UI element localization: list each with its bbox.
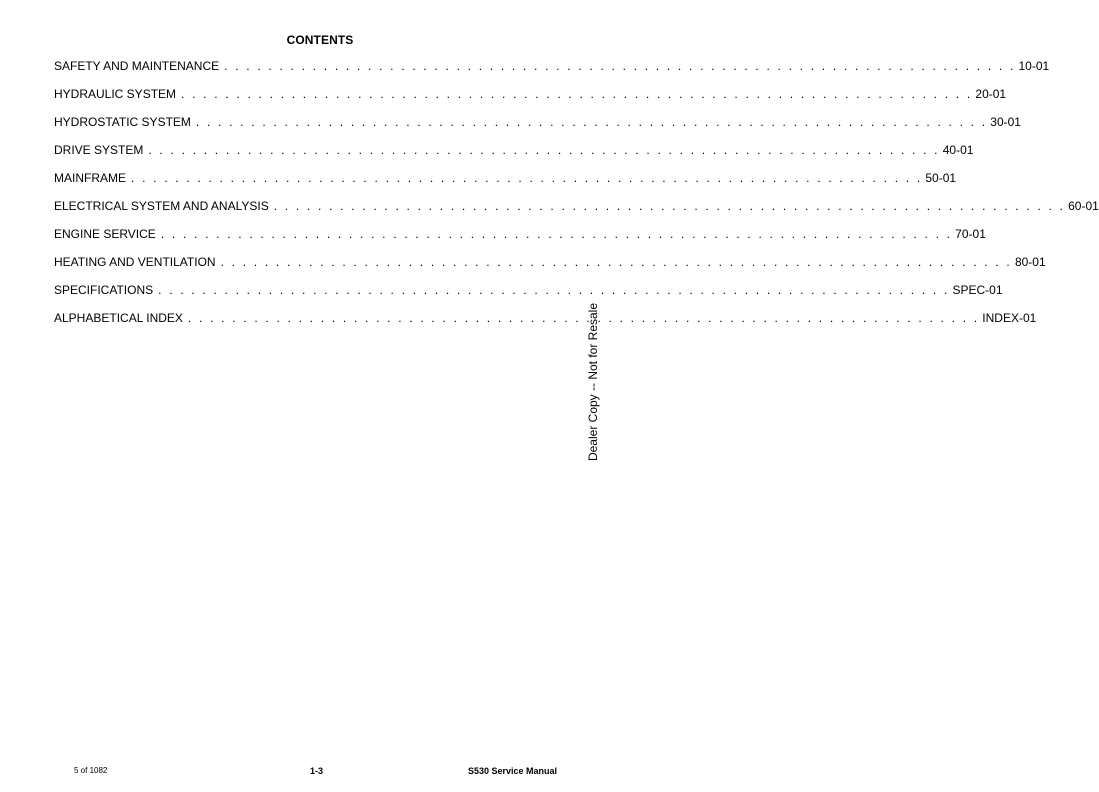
dot-leader: . . . . . . . . . . . . . . . . . . . . . . . . . . . . . . . . . . . . . . . . . . . . . . . . . . . . . . . . . . . . . . . . . . . . . . . . [148, 143, 940, 157]
toc-entry-safety-and-maintenance[interactable] [54, 59, 1050, 87]
toc-entry-page: 40-01 [942, 143, 974, 157]
toc-entry-page: 30-01 [990, 115, 1021, 129]
toc-entry-title: ELECTRICAL SYSTEM AND ANALYSIS [54, 199, 269, 213]
toc-entry-page: 50-01 [925, 171, 957, 185]
dot-leader: . . . . . . . . . . . . . . . . . . . . . . . . . . . . . . . . . . . . . . . . . . . . . . . . . . . . . . . . . . . . . . . . . . . . . . . . [181, 87, 973, 101]
toc-entry-page: 60-01 [1068, 199, 1099, 213]
dot-leader: . . . . . . . . . . . . . . . . . . . . . . . . . . . . . . . . . . . . . . . . . . . . . . . . . . . . . . . . . . . . . . . . . . . . . . . . [224, 59, 1016, 73]
toc-entry-title: SPECIFICATIONS [54, 283, 154, 297]
toc-entry-title: HYDROSTATIC SYSTEM [54, 115, 191, 129]
toc-entry-title: DRIVE SYSTEM [54, 143, 144, 157]
toc-entry-title: ENGINE SERVICE [54, 227, 156, 241]
page-number: 1-3 [310, 766, 324, 776]
toc-entry-engine-service[interactable] [54, 227, 986, 255]
dot-leader: . . . . . . . . . . . . . . . . . . . . . . . . . . . . . . . . . . . . . . . . . . . . . . . . . . . . . . . . . . . . . . . . . . . . . . . . [187, 311, 980, 325]
toc-entry-page: INDEX-01 [982, 311, 1037, 325]
toc-entry-page: 10-01 [1018, 59, 1050, 73]
manual-title: S530 Service Manual [467, 766, 557, 776]
watermark: Dealer Copy -- Not for Resale [586, 302, 600, 462]
page-title: CONTENTS [286, 33, 354, 47]
toc-entry-page: 70-01 [955, 227, 986, 241]
toc-entry-page: 80-01 [1014, 255, 1046, 269]
toc-entry-specifications[interactable] [54, 283, 1003, 311]
dot-leader: . . . . . . . . . . . . . . . . . . . . . . . . . . . . . . . . . . . . . . . . . . . . . . . . . . . . . . . . . . . . . . . . . . . . . . . . [273, 199, 1066, 213]
toc-entry-hydrostatic-system[interactable] [54, 115, 1021, 143]
dot-leader: . . . . . . . . . . . . . . . . . . . . . . . . . . . . . . . . . . . . . . . . . . . . . . . . . . . . . . . . . . . . . . . . . . . . . . . . [131, 171, 923, 185]
toc-entry-hydraulic-system[interactable] [54, 87, 1007, 115]
toc-entry-title: HYDRAULIC SYSTEM [54, 87, 177, 101]
toc-entry-page: 20-01 [975, 87, 1007, 101]
table-of-contents [54, 59, 1099, 339]
toc-entry-heating-and-ventilation[interactable] [54, 255, 1046, 283]
toc-entry-title: SAFETY AND MAINTENANCE [54, 59, 220, 73]
toc-entry-electrical-system-and-analysis[interactable] [54, 199, 1099, 227]
toc-entry-drive-system[interactable] [54, 143, 974, 171]
toc-entry-title: HEATING AND VENTILATION [54, 255, 216, 269]
pdf-page-counter: 5 of 1082 [74, 766, 108, 775]
dot-leader: . . . . . . . . . . . . . . . . . . . . . . . . . . . . . . . . . . . . . . . . . . . . . . . . . . . . . . . . . . . . . . . . . . . . . . . . [160, 227, 953, 241]
dot-leader: . . . . . . . . . . . . . . . . . . . . . . . . . . . . . . . . . . . . . . . . . . . . . . . . . . . . . . . . . . . . . . . . . . . . . . . . [195, 115, 988, 129]
toc-entry-mainframe[interactable] [54, 171, 957, 199]
toc-entry-title: MAINFRAME [54, 171, 126, 185]
toc-entry-title: ALPHABETICAL INDEX [54, 311, 183, 325]
dot-leader: . . . . . . . . . . . . . . . . . . . . . . . . . . . . . . . . . . . . . . . . . . . . . . . . . . . . . . . . . . . . . . . . . . . . . . . . [220, 255, 1012, 269]
dot-leader: . . . . . . . . . . . . . . . . . . . . . . . . . . . . . . . . . . . . . . . . . . . . . . . . . . . . . . . . . . . . . . . . . . . . . . . . [158, 283, 950, 297]
toc-entry-alphabetical-index[interactable] [54, 311, 1037, 339]
toc-entry-page: SPEC-01 [952, 283, 1003, 297]
